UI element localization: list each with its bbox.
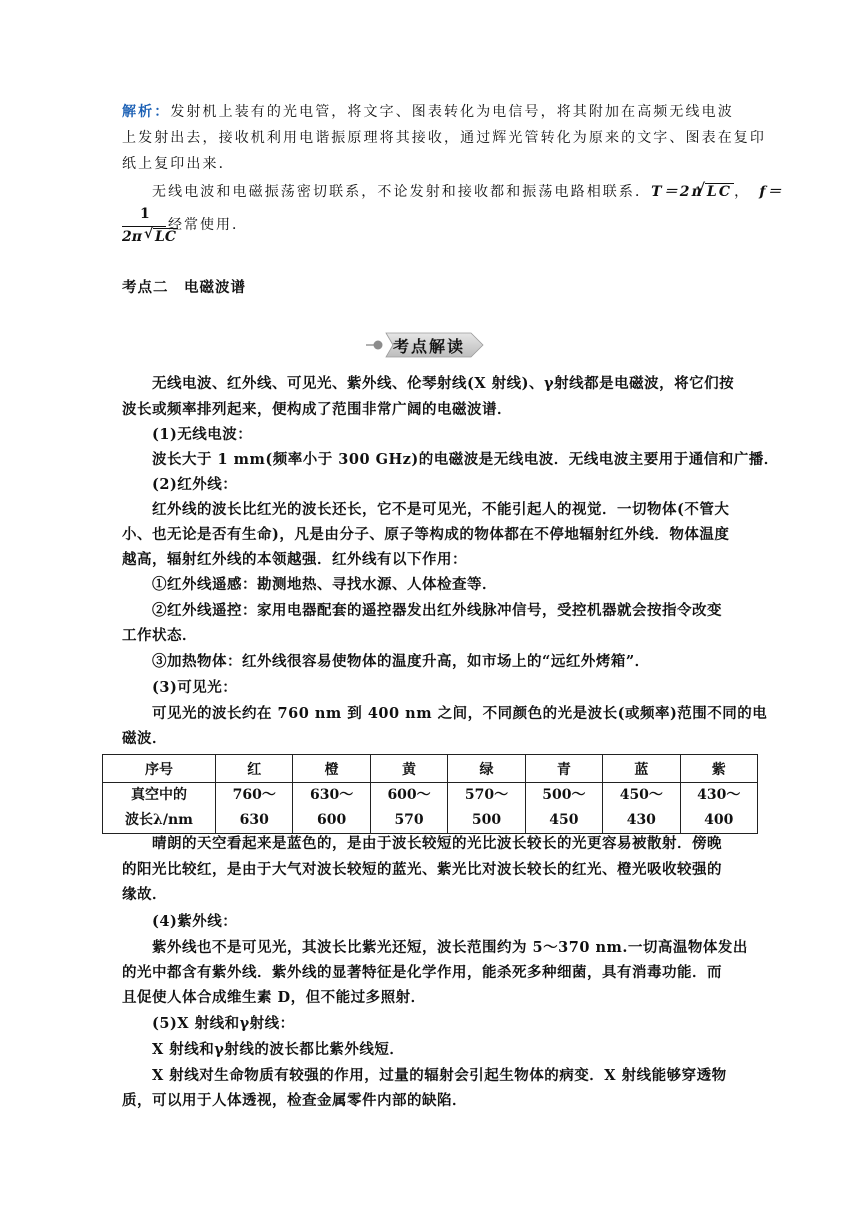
table-cell: 450～ 430 <box>603 783 680 834</box>
intro-line-2: 波长或频率排列起来，便构成了范围非常广阔的电磁波谱． <box>122 401 512 418</box>
ultraviolet-line-3: 且促使人体合成维生素 D，但不能过多照射． <box>122 989 426 1006</box>
sky-line-3: 缘故． <box>122 886 167 903</box>
fraction-numerator: 1 <box>140 206 150 222</box>
fraction-denominator-coef: 2π <box>122 229 142 245</box>
table-header-cell: 紫 <box>680 755 757 783</box>
ultraviolet-line-2: 的光中都含有紫外线．紫外线的显著特征是化学作用，能杀死多种细菌，具有消毒功能．而 <box>122 964 722 981</box>
table-row-label: 真空中的 波长λ/nm <box>103 783 216 834</box>
table-cell: 600～ 570 <box>370 783 447 834</box>
analysis-line-1 <box>122 100 742 124</box>
infrared-item-3: ③加热物体：红外线很容易使物体的温度升高，如市场上的“远红外烤箱”． <box>152 653 650 670</box>
table-header-cell: 蓝 <box>603 755 680 783</box>
analysis-tail: 经常使用． <box>168 217 248 233</box>
xray-line-3: 质，可以用于人体透视，检查金属零件内部的缺陷． <box>122 1092 467 1109</box>
fraction-denominator-root: √ LC <box>153 228 178 245</box>
subheading-radio: (1)无线电波： <box>152 426 253 443</box>
subheading-infrared: (2)红外线： <box>152 476 238 493</box>
formula-period-root: √ LC <box>705 183 734 200</box>
xray-line-1: X 射线和γ射线的波长都比紫外线短． <box>152 1041 405 1058</box>
infrared-line-2: 小、也无论是否有生命)，凡是由分子、原子等构成的物体都在不停地辐射红外线．物体温度 <box>122 526 730 543</box>
analysis-line-4-text: 无线电波和电磁振荡密切联系，不论发射和接收都和振荡电路相联系． <box>152 184 652 200</box>
ultraviolet-line-1: 紫外线也不是可见光，其波长比紫光还短，波长范围约为 5～370 nm.一切高温物体发出 <box>152 939 748 956</box>
infrared-line-3: 越高，辐射红外线的本领越强．红外线有以下作用： <box>122 551 467 568</box>
table-header-cell: 绿 <box>448 755 525 783</box>
subheading-xray: (5)X 射线和γ射线： <box>152 1015 295 1032</box>
table-cell: 570～ 500 <box>448 783 525 834</box>
topic-banner <box>366 330 484 360</box>
intro-line-1: 无线电波、红外线、可见光、紫外线、伦琴射线(X 射线)、γ射线都是电磁波，将它们按 <box>152 375 735 392</box>
visible-line-2: 磁波． <box>122 730 167 747</box>
subheading-visible: (3)可见光： <box>152 679 238 696</box>
table-header-cell: 红 <box>216 755 293 783</box>
analysis-label: 解析： <box>122 104 171 120</box>
sky-line-2: 的阳光比较红，是由于大气对波长较短的蓝光、紫光比对波长较长的红光、橙光吸收较强的 <box>122 861 722 878</box>
xray-line-2: X 射线对生命物质有较强的作用，过量的辐射会引起生物体的病变．X 射线能够穿透物 <box>152 1067 727 1084</box>
table-cell: 500～ 450 <box>525 783 602 834</box>
table-header-row <box>103 755 758 783</box>
visible-line-1: 可见光的波长约在 760 nm 到 400 nm 之间，不同颜色的光是波长(或频率)范围不同的电 <box>152 705 768 722</box>
banner-label: 考点解读 <box>393 337 466 356</box>
analysis-line-3: 纸上复印出来． <box>122 156 235 172</box>
table-cell: 760～ 630 <box>216 783 293 834</box>
infrared-item-2-line-2: 工作状态． <box>122 627 197 644</box>
table-header-cell: 青 <box>525 755 602 783</box>
table-header-cell: 橙 <box>293 755 370 783</box>
table-header-cell: 黄 <box>370 755 447 783</box>
sky-line-1: 晴朗的天空看起来是蓝色的，是由于波长较短的光比波长较长的光更容易被散射．傍晚 <box>152 835 722 852</box>
table-header-cell: 序号 <box>103 755 216 783</box>
subheading-ultraviolet: (4)紫外线： <box>152 913 238 930</box>
section-heading: 考点二 电磁波谱 <box>122 279 246 296</box>
formula-frequency: f＝ <box>759 184 784 200</box>
infrared-item-1: ①红外线遥感：勘测地热、寻找水源、人体检查等． <box>152 576 497 593</box>
wavelength-table <box>102 754 758 834</box>
infrared-item-2-line-1: ②红外线遥控：家用电器配套的遥控器发出红外线脉冲信号，受控机器就会按指令改变 <box>152 602 722 619</box>
analysis-text: 发射机上装有的光电管，将文字、图表转化为电信号，将其附加在高频无线电波 <box>170 104 734 120</box>
table-cell: 630～ 600 <box>293 783 370 834</box>
radio-text: 波长大于 1 mm(频率小于 300 GHz)的电磁波是无线电波．无线电波主要用于通信和广播． <box>152 451 779 468</box>
table-row <box>103 783 758 834</box>
analysis-line-4: 无线电波和电磁振荡密切联系，不论发射和接收都和振荡电路相联系．T＝2π√ LC ， f＝ <box>152 180 772 204</box>
infrared-line-1: 红外线的波长比红光的波长还长，它不是可见光，不能引起人的视觉．一切物体(不管大 <box>152 501 730 518</box>
formula-period: T＝2π <box>651 184 704 200</box>
analysis-line-2: 上发射出去，接收机利用电谐振原理将其接收，通过辉光管转化为原来的文字、图表在复印 <box>122 130 766 146</box>
table-cell: 430～ 400 <box>680 783 757 834</box>
